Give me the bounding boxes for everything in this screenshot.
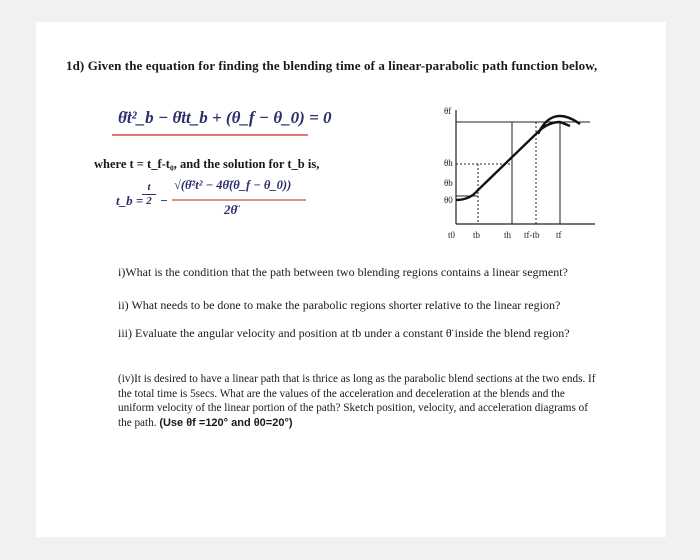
equation-underline — [112, 134, 308, 136]
question-iv-body: (iv)It is desired to have a linear path that is thrice as long as the parabolic blend sections at the two ends. If the total time is 5secs. What are the values of the acceleration and deceleration at the blends and the uniform velocity of the linear portion of the path? Sketch position, velocity, and acceleration diagrams of the path. — [118, 373, 596, 429]
path-diagram — [420, 104, 600, 246]
question-ii: ii) What needs to be done to make the parabolic regions shorter relative to the linear region? — [118, 298, 561, 312]
position-path — [456, 122, 570, 200]
half-denominator: 2 — [146, 195, 152, 207]
half-fraction — [142, 182, 156, 207]
solution-numerator: √(θ̈²t² − 4θ̈(θ_f − θ_0)) — [174, 178, 292, 192]
half-numerator: t — [147, 181, 151, 193]
label-tf-tb: tf-tb — [524, 230, 540, 240]
label-theta-f: θf — [444, 106, 452, 116]
solution-denominator: 2θ̈ — [224, 202, 238, 217]
question-iii: iii) Evaluate the angular velocity and position at tb under a constant θ̈ inside the blend region? — [118, 326, 570, 340]
solution-lhs: t_b = — [116, 193, 144, 208]
label-theta-h: θh — [444, 158, 453, 168]
solution-fraction-bar — [172, 199, 306, 201]
label-theta-b: θb — [444, 178, 453, 188]
label-tf: tf — [556, 230, 562, 240]
question-iv-given-values: (Use θf =120° and θ0=20°) — [159, 416, 293, 429]
blend-arc — [538, 116, 580, 134]
where-clause: where t = t_f-t₀, and the solution for t_b is, — [94, 157, 320, 171]
blend-time-solution — [116, 178, 316, 224]
label-t0: t0 — [448, 230, 456, 240]
label-theta-0: θ0 — [444, 195, 453, 205]
blending-equation: θ̈t²_b − θ̈tt_b + (θ_f − θ_0) = 0 — [118, 108, 332, 127]
solution-minus: − — [160, 193, 168, 208]
label-tb: tb — [473, 230, 481, 240]
question-heading: 1d) Given the equation for finding the blending time of a linear-parabolic path function below, — [66, 58, 598, 73]
linear-parabolic-path-figure — [420, 104, 600, 246]
question-iv — [118, 372, 598, 430]
label-th: th — [504, 230, 512, 240]
question-i: i)What is the condition that the path between two blending regions contains a linear segment? — [118, 265, 568, 279]
